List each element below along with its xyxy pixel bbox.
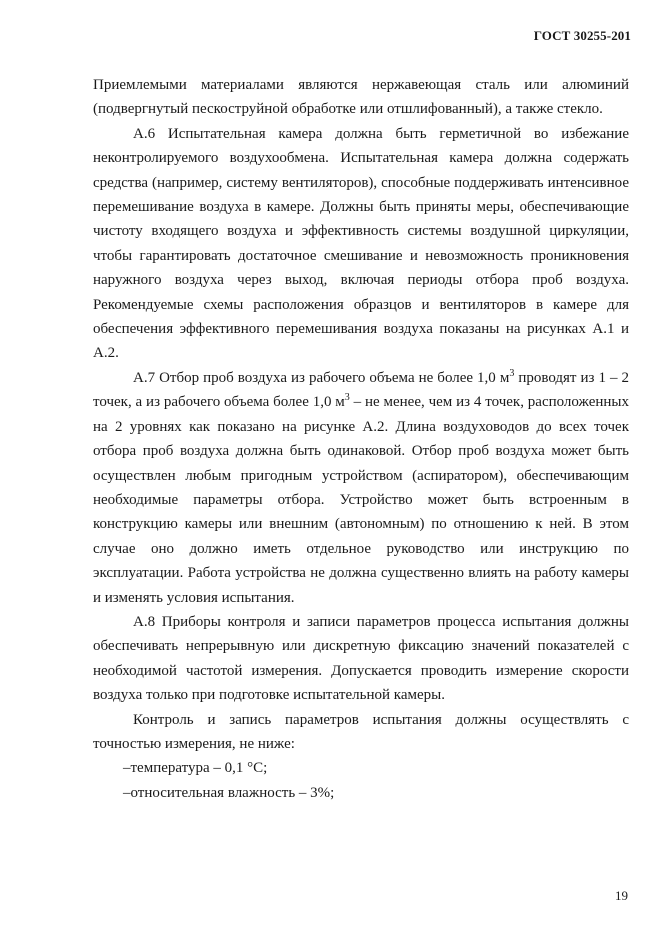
paragraph-a7-part3: – не менее, чем из 4 точек, расположенных на 2 уровнях как показано на рисунке А.2. Длина воздуховодов до всех точек отбора проб воздуха должна быть одинаковой. Отбор проб воздуха может быть осуществлен любым пригодным устройством (аспиратором), обеспечивающим необходимые параметры отбора. Устройство может быть встроенным в конструкцию камеры или внешним (автономным) по отношению к ней. В этом случае оно должно иметь отдельное руководство или инструкцию по эксплуатации. Работа устройства не должна существенно влиять на работу камеры и изменять условия испытания.	[93, 394, 629, 606]
superscript-cubic-2: 3	[344, 392, 350, 404]
document-code: ГОСТ 30255-201	[533, 28, 631, 43]
paragraph-a7	[93, 366, 629, 610]
paragraph-a7-part2: проводят из 1 – 2 точек, а из рабочего объема более 1,0 м	[93, 369, 629, 411]
paragraph-materials: Приемлемыми материалами являются нержавеющая сталь или алюминий (подвергнутый пескоструйной обработке или отшлифованный), а также стекло.	[93, 77, 629, 118]
list-item-humidity: ‒относительная влажность – 3%;	[123, 784, 335, 801]
paragraph-control: Контроль и запись параметров испытания должны осуществлять с точностью измерения, не ниже:	[93, 711, 629, 752]
list-item-temperature: ‒температура – 0,1 °С;	[123, 760, 268, 777]
page-number: 19	[615, 888, 628, 903]
paragraph-a8: А.8 Приборы контроля и записи параметров процесса испытания должны обеспечивать непрерывную или дискретную фиксацию значений показателей с необходимой частотой измерения. Допускается проводить измерение скорости воздуха только при подготовке испытательной камеры.	[93, 613, 629, 704]
paragraph-a6: А.6 Испытательная камера должна быть герметичной во избежание неконтролируемого воздухообмена. Испытательная камера должна содержать средства (например, систему вентиляторов), способные поддерживать интенсивное перемешивание воздуха в камере. Должны быть приняты меры, обеспечивающие чистоту входящего воздуха и эффективность системы воздушной циркуляции, чтобы гарантировать достаточное смешивание и невозможность проникновения наружного воздуха через выход, включая периоды отбора проб воздуха. Рекомендуемые схемы расположения образцов и вентиляторов в камере для обеспечения эффективного перемешивания воздуха показаны на рисунках А.1 и А.2.	[93, 125, 629, 362]
page-body	[93, 73, 629, 805]
paragraph-a7-part1: А.7 Отбор проб воздуха из рабочего объема не более 1,0 м	[133, 369, 510, 386]
superscript-cubic-1: 3	[509, 367, 515, 379]
